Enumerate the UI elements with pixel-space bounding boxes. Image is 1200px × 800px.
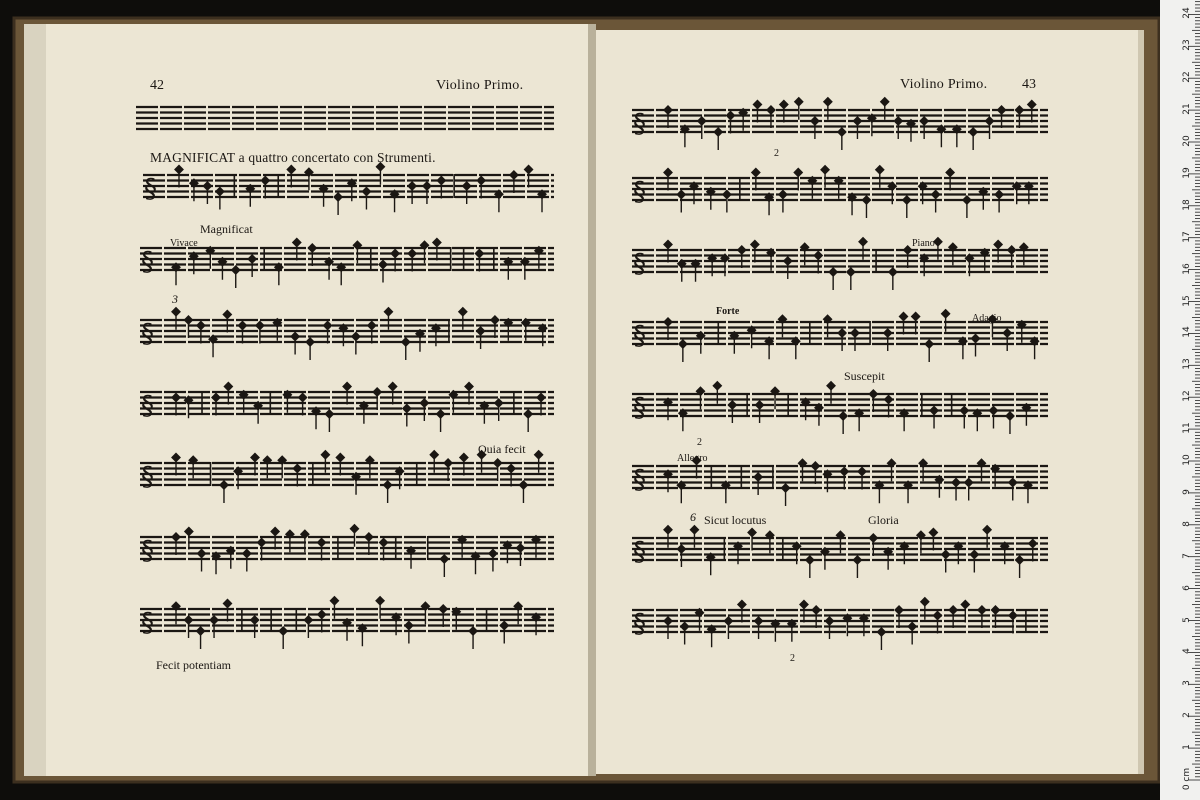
ruler-number: 22 (1182, 71, 1192, 83)
ruler-number: 9 (1182, 489, 1192, 495)
label-magnificat: Magnificat (200, 222, 253, 236)
svg-text:§: § (141, 391, 154, 421)
label-allegro: Allegro (677, 453, 708, 464)
svg-text:§: § (633, 393, 646, 423)
label-forte: Forte (716, 306, 740, 317)
ruler-number: 16 (1182, 262, 1192, 275)
ruler-number: 21 (1182, 103, 1192, 115)
label-sicut-locutus: Sicut locutus (704, 513, 767, 527)
ruler-number: 18 (1182, 199, 1192, 211)
label-num-3: 3 (172, 292, 178, 306)
ruler-number: 1 (1182, 744, 1192, 750)
svg-text:§: § (633, 249, 646, 279)
label-adagio: Adagio (972, 313, 1002, 324)
ruler-number: 4 (1182, 648, 1192, 655)
label-quia-fecit: Quia fecit (478, 442, 526, 456)
right-page (596, 30, 1140, 774)
right-page-number: 43 (1022, 77, 1036, 92)
right-running-head: Violino Primo. (900, 77, 988, 92)
ruler-number: 12 (1182, 390, 1192, 402)
ruler-number: 2 (1182, 712, 1192, 719)
label-num-2a: 2 (774, 148, 779, 159)
svg-text:§: § (633, 609, 646, 639)
ruler-number: 7 (1182, 552, 1192, 559)
svg-text:§: § (141, 536, 154, 566)
ruler-number: 13 (1182, 358, 1192, 371)
svg-text:§: § (633, 109, 646, 139)
ruler-number: 10 (1182, 454, 1192, 466)
label-gloria: Gloria (868, 513, 899, 527)
ruler-number: 17 (1182, 230, 1192, 243)
svg-text:§: § (144, 174, 157, 204)
label-piano: Piano (912, 238, 935, 249)
ruler-number: 3 (1182, 680, 1192, 687)
ruler-number: 0 cm (1182, 767, 1192, 791)
svg-text:§: § (141, 462, 154, 492)
svg-text:§: § (141, 319, 154, 349)
left-running-head: Violino Primo. (436, 78, 524, 93)
label-num-2c: 2 (790, 653, 795, 664)
left-page-number: 42 (150, 78, 164, 93)
scale-ruler (1160, 0, 1200, 800)
left-page (46, 24, 591, 776)
label-num-6: 6 (690, 510, 696, 524)
svg-text:§: § (633, 537, 646, 567)
svg-text:§: § (141, 247, 154, 277)
svg-text:§: § (141, 608, 154, 638)
ruler-number: 8 (1182, 520, 1192, 527)
ruler-number: 23 (1182, 39, 1192, 52)
svg-text:§: § (633, 465, 646, 495)
ruler-number: 5 (1182, 616, 1192, 623)
ruler-number: 20 (1182, 135, 1192, 147)
label-vivace: Vivace (170, 238, 198, 249)
ruler-number: 11 (1182, 422, 1192, 434)
label-suscepit: Suscepit (844, 369, 885, 383)
svg-text:§: § (633, 177, 646, 207)
svg-text:§: § (633, 321, 646, 351)
ruler-number: 15 (1182, 294, 1192, 307)
label-fecit-potentiam: Fecit potentiam (156, 658, 231, 672)
ruler-number: 14 (1182, 326, 1192, 339)
ruler-number: 6 (1182, 584, 1192, 591)
ruler-number: 24 (1182, 7, 1192, 20)
label-num-2b: 2 (697, 437, 702, 448)
ruler-number: 19 (1182, 167, 1192, 179)
magnificat-title: MAGNIFICAT a quattro concertato con Strumenti. (150, 150, 436, 165)
